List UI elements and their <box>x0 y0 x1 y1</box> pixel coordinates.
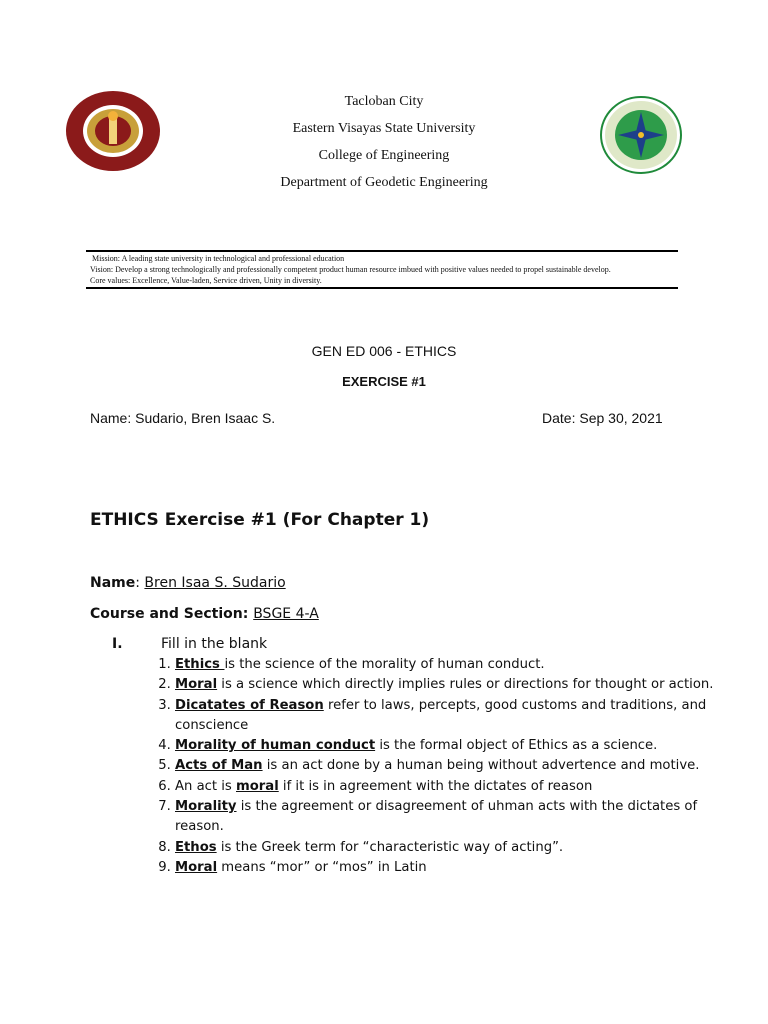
list-item <box>175 696 715 737</box>
list-item <box>175 655 715 675</box>
answer: Dicatates of Reason <box>175 697 324 713</box>
exercise-title: ETHICS Exercise #1 (For Chapter 1) <box>90 510 430 530</box>
answer: Morality <box>175 799 237 815</box>
item-text: means “mor” or “mos” in Latin <box>217 859 427 875</box>
course-section-label: Course and Section: <box>90 606 254 622</box>
item-prefix: An act is <box>175 778 236 794</box>
list-item <box>175 756 715 776</box>
header-city: Tacloban City <box>344 94 424 109</box>
name-value: Bren Isaa S. Sudario <box>144 575 286 591</box>
item-text: is the agreement or disagreement of uhman acts with the dictates of reason. <box>175 799 698 835</box>
answer: Ethics <box>175 657 225 672</box>
answer: moral <box>236 778 279 794</box>
answer: Ethos <box>175 839 217 855</box>
header-university: Eastern Visayas State University <box>292 121 476 136</box>
item-text: if it is in agreement with the dictates of reason <box>278 778 593 794</box>
course-section-field <box>90 606 319 622</box>
course-section-value: BSGE 4-A <box>253 606 319 622</box>
list-item <box>175 797 715 838</box>
name-label: Name <box>90 575 136 591</box>
item-text: is an act done by a human being without advertence and motive. <box>262 758 700 774</box>
item-text: is the science of the morality of human conduct. <box>224 657 545 672</box>
answer: Morality of human conduct <box>175 738 376 754</box>
date-line: Date: Sep 30, 2021 <box>542 410 663 426</box>
section-title: Fill in the blank <box>161 636 268 652</box>
exercise-heading: EXERCISE #1 <box>342 374 426 389</box>
list-item <box>175 858 715 878</box>
answer: Moral <box>175 859 218 875</box>
list-item <box>175 838 715 858</box>
name-separator: : <box>135 575 145 591</box>
item-text: is the formal object of Ethics as a science. <box>375 738 658 754</box>
header-department: Department of Geodetic Engineering <box>280 175 488 190</box>
divider-bottom <box>86 287 678 289</box>
answer: Acts of Man <box>175 758 263 774</box>
list-item <box>175 777 715 797</box>
list-item <box>175 675 715 695</box>
header-college: College of Engineering <box>318 148 450 163</box>
answer: Moral <box>175 677 218 693</box>
name-field <box>90 575 286 591</box>
core-values-text: Core values: Excellence, Value-laden, Service driven, Unity in diversity. <box>90 276 322 285</box>
divider-top <box>86 250 678 252</box>
item-text: is a science which directly implies rules or directions for thought or action. <box>217 677 714 693</box>
item-text: is the Greek term for “characteristic way of acting”. <box>216 839 564 855</box>
fill-in-blank-list <box>151 655 715 878</box>
section-number: I. <box>112 636 123 652</box>
item-text: refer to laws, percepts, good customs and traditions, and conscience <box>175 697 707 733</box>
vision-text: Vision: Develop a strong technologically and professionally competent product human resource imbued with positive values needed to propel sustainable develop. <box>90 265 611 274</box>
student-name-line: Name: Sudario, Bren Isaac S. <box>90 410 276 426</box>
mission-text: Mission: A leading state university in technological and professional education <box>92 254 345 263</box>
course-code: GEN ED 006 - ETHICS <box>311 343 457 359</box>
list-item <box>175 736 715 756</box>
